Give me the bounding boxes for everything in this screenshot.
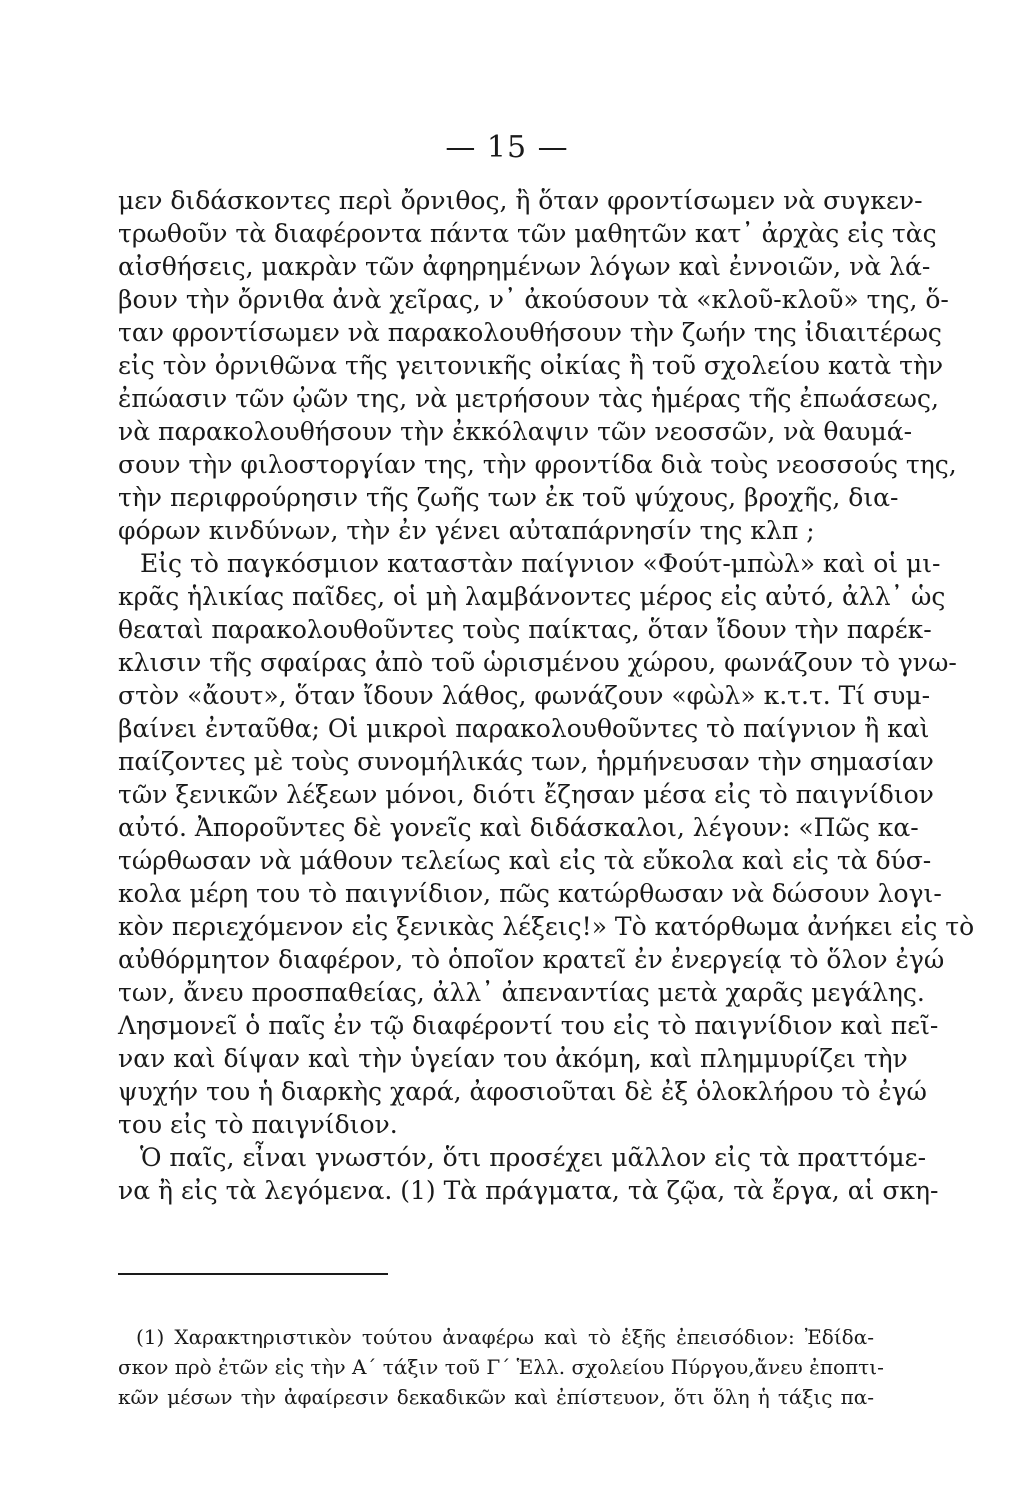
- text-line: τὴν περιφρούρησιν τῆς ζωῆς των ἐκ τοῦ ψύχους, βροχῆς, δια-: [118, 483, 899, 512]
- text-line: βουν τὴν ὄρνιθα ἀνὰ χεῖρας, ν᾽ ἀκούσουν τὰ «κλοῦ-κλοῦ» της, ὅ-: [118, 285, 949, 314]
- text-line: του εἰς τὸ παιγνίδιον.: [118, 1110, 398, 1139]
- text-line: μεν διδάσκοντες περὶ ὄρνιθος, ἢ ὅταν φροντίσωμεν νὰ συγκεν-: [118, 186, 923, 215]
- text-line: θεαταὶ παρακολουθοῦντες τοὺς παίκτας, ὅταν ἴδουν τὴν παρέκ-: [118, 615, 932, 644]
- text-line: ταν φροντίσωμεν νὰ παρακολουθήσουν τὴν ζωήν της ἰδιαιτέρως: [118, 318, 942, 347]
- body-text: [118, 184, 975, 1207]
- text-line: αἰσθήσεις, μακρὰν τῶν ἀφηρημένων λόγων καὶ ἐννοιῶν, νὰ λά-: [118, 252, 931, 281]
- footnote-line: (1) Χαρακτηριστικὸν τούτου ἀναφέρω καὶ τὸ ἑξῆς ἐπεισόδιον: Ἐδίδα-: [136, 1325, 874, 1349]
- text-line: τρωθοῦν τὰ διαφέροντα πάντα τῶν μαθητῶν κατ᾽ ἀρχὰς εἰς τὰς: [118, 219, 937, 248]
- text-line: των, ἄνευ προσπαθείας, ἀλλ᾽ ἀπεναντίας μετὰ χαρᾶς μεγάλης.: [118, 978, 925, 1007]
- text-line: ἐπώασιν τῶν ᾠῶν της, νὰ μετρήσουν τὰς ἡμέρας τῆς ἐπωάσεως,: [118, 384, 939, 413]
- text-line: Εἰς τὸ παγκόσμιον καταστὰν παίγνιον «Φούτ-μπὼλ» καὶ οἱ μι-: [140, 549, 941, 578]
- text-line: αὐθόρμητον διαφέρον, τὸ ὁποῖον κρατεῖ ἐν ἐνεργείᾳ τὸ ὅλον ἐγώ: [118, 945, 945, 974]
- text-line: να ἢ εἰς τὰ λεγόμενα. (1) Τὰ πράγματα, τὰ ζῷα, τὰ ἔργα, αἱ σκη-: [118, 1176, 939, 1205]
- text-line: τώρθωσαν νὰ μάθουν τελείως καὶ εἰς τὰ εὔκολα καὶ εἰς τὰ δύσ-: [118, 846, 932, 875]
- text-line: στὸν «ἄουτ», ὅταν ἴδουν λάθος, φωνάζουν «φὼλ» κ.τ.τ. Τί συμ-: [118, 681, 931, 710]
- footnote-line: σκον πρὸ ἐτῶν εἰς τὴν Α΄ τάξιν τοῦ Γ΄ Ἑλλ. σχολείου Πύργου,ἄνευ ἐποπτι-: [118, 1355, 884, 1379]
- text-line: παίζοντες μὲ τοὺς συνομήλικάς των, ἡρμήνευσαν τὴν σημασίαν: [118, 747, 934, 776]
- text-line: Λησμονεῖ ὁ παῖς ἐν τῷ διαφέροντί του εἰς τὸ παιγνίδιον καὶ πεῖ-: [118, 1011, 939, 1040]
- text-line: κολα μέρη του τὸ παιγνίδιον, πῶς κατώρθωσαν νὰ δώσουν λογι-: [118, 879, 942, 908]
- footnote-line: κῶν μέσων τὴν ἀφαίρεσιν δεκαδικῶν καὶ ἐπίστευον, ὅτι ὅλη ἡ τάξις πα-: [118, 1385, 874, 1409]
- text-line: ψυχήν του ἡ διαρκὴς χαρά, ἀφοσιοῦται δὲ ἐξ ὁλοκλήρου τὸ ἐγώ: [118, 1077, 927, 1106]
- footnote: [118, 1322, 884, 1412]
- text-line: νὰ παρακολουθήσουν τὴν ἐκκόλαψιν τῶν νεοσσῶν, νὰ θαυμά-: [118, 417, 913, 446]
- text-line: κρᾶς ἡλικίας παῖδες, οἱ μὴ λαμβάνοντες μέρος εἰς αὐτό, ἀλλ᾽ ὡς: [118, 582, 946, 611]
- text-line: κὸν περιεχόμενον εἰς ξενικὰς λέξεις!» Τὸ κατόρθωμα ἀνήκει εἰς τὸ: [118, 912, 975, 941]
- text-line: βαίνει ἐνταῦθα; Οἱ μικροὶ παρακολουθοῦντες τὸ παίγνιον ἢ καὶ: [118, 714, 930, 743]
- text-line: σουν τὴν φιλοστοργίαν της, τὴν φροντίδα διὰ τοὺς νεοσσούς της,: [118, 450, 957, 479]
- text-line: Ὁ παῖς, εἶναι γνωστόν, ὅτι προσέχει μᾶλλον εἰς τὰ πραττόμε-: [140, 1143, 927, 1172]
- text-line: αὐτό. Ἀποροῦντες δὲ γονεῖς καὶ διδάσκαλοι, λέγουν: «Πῶς κα-: [118, 813, 919, 842]
- text-line: τῶν ξενικῶν λέξεων μόνοι, διότι ἔζησαν μέσα εἰς τὸ παιγνίδιον: [118, 780, 934, 809]
- footnote-divider: [118, 1273, 388, 1275]
- page-number: — 15 —: [445, 130, 569, 165]
- text-line: ναν καὶ δίψαν καὶ τὴν ὑγείαν του ἀκόμη, καὶ πλημμυρίζει τὴν: [118, 1044, 908, 1073]
- text-line: εἰς τὸν ὀρνιθῶνα τῆς γειτονικῆς οἰκίας ἢ τοῦ σχολείου κατὰ τὴν: [118, 351, 944, 380]
- text-line: κλισιν τῆς σφαίρας ἀπὸ τοῦ ὡρισμένου χώρου, φωνάζουν τὸ γνω-: [118, 648, 957, 677]
- text-line: φόρων κινδύνων, τὴν ἐν γένει αὐταπάρνησίν της κλπ ;: [118, 516, 815, 545]
